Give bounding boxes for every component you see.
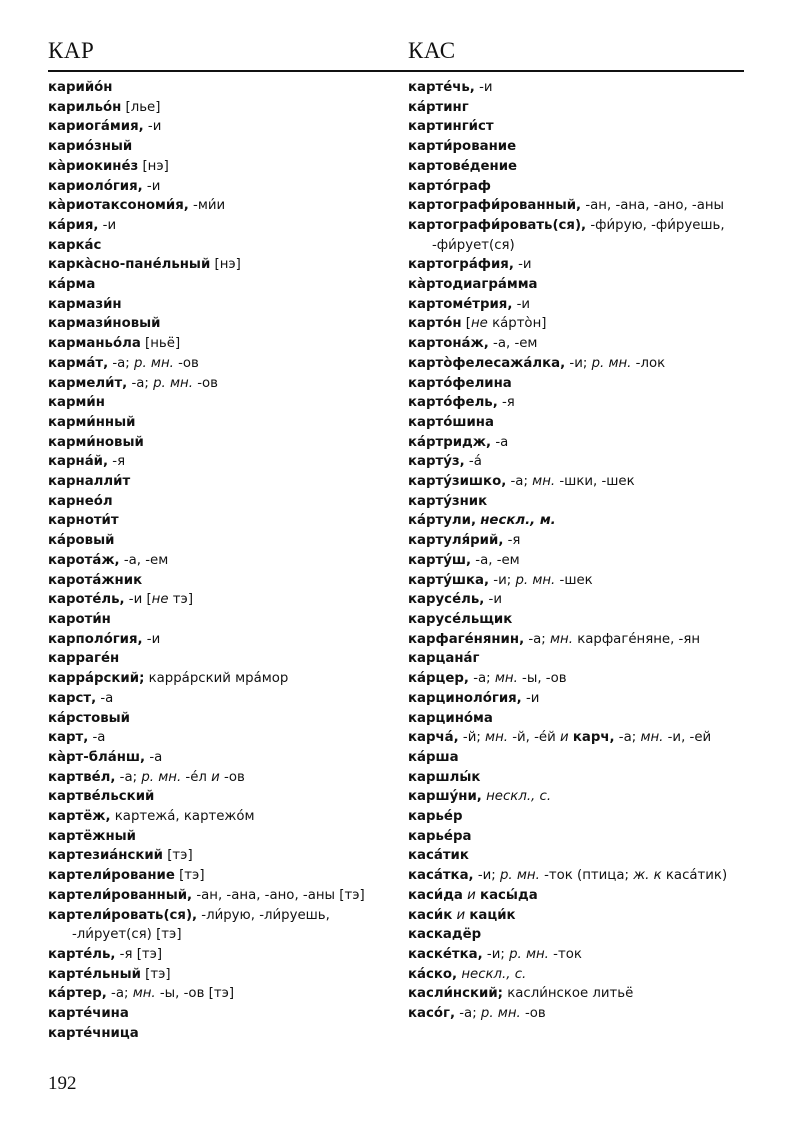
entry-text: ка́рто̀н] xyxy=(487,316,547,332)
entry-text: карра́рский мра́мор xyxy=(144,671,289,687)
dictionary-entry xyxy=(48,117,388,137)
entry-headword: ка́рия, xyxy=(48,217,99,233)
entry-label: и xyxy=(559,730,569,746)
dictionary-entry xyxy=(408,728,753,748)
dictionary-entry xyxy=(408,334,753,354)
entry-text: [нэ] xyxy=(210,257,241,273)
entry-headword: карту́зишко, xyxy=(408,474,507,490)
entry-headword: карна́й, xyxy=(48,454,109,470)
entry-headword: касли́нский; xyxy=(408,986,503,1002)
entry-label: р. мн. xyxy=(591,355,632,371)
dictionary-entry xyxy=(48,965,388,985)
entry-text: -а; xyxy=(127,375,154,391)
entry-headword: карра́рский; xyxy=(48,671,145,687)
dictionary-entry xyxy=(408,787,753,807)
running-header xyxy=(48,38,744,72)
dictionary-entry xyxy=(48,413,388,433)
entry-headword: касы́да xyxy=(480,887,538,903)
entry-text: [тэ] xyxy=(140,966,171,982)
dictionary-entry xyxy=(48,492,388,512)
dictionary-entry xyxy=(408,452,753,472)
entry-headword: ка̀рт-бла́нш, xyxy=(48,749,146,765)
entry-text: -ов xyxy=(520,1006,546,1022)
dictionary-entry xyxy=(408,748,753,768)
entry-headword: карте́чница xyxy=(48,1025,139,1041)
entry-headword: карт, xyxy=(48,730,89,746)
entry-headword: касо́г, xyxy=(408,1006,456,1022)
dictionary-entry xyxy=(408,965,753,985)
entry-headword: картинги́ст xyxy=(408,119,494,135)
entry-headword: картона́ж, xyxy=(408,336,489,352)
entry-label: р. мн. xyxy=(153,375,193,391)
entry-text: -и; xyxy=(489,572,516,588)
dictionary-entry xyxy=(408,374,753,394)
dictionary-entry xyxy=(48,551,388,571)
entry-text: -ы, -ов xyxy=(517,671,567,687)
entry-headword: кармази́н xyxy=(48,296,122,312)
left-column xyxy=(48,78,388,1043)
entry-headword: картели́рование xyxy=(48,868,175,884)
dictionary-entry xyxy=(48,295,388,315)
entry-label: р. мн. xyxy=(499,868,540,884)
entry-text: -а xyxy=(491,434,509,450)
entry-text: -ов xyxy=(192,375,218,391)
entry-headword: карцино́ма xyxy=(408,710,493,726)
entry-headword: карто́фель, xyxy=(408,395,498,411)
entry-text: -я xyxy=(108,454,126,470)
entry-text: -ы, -ов [тэ] xyxy=(155,986,235,1002)
dictionary-entry xyxy=(48,590,388,610)
entry-label: мн. xyxy=(132,986,156,1002)
entry-text: -а, -ем xyxy=(488,336,538,352)
entry-text: -и; xyxy=(482,946,510,962)
entry-text: -ан, -ана, -ано, -аны [тэ] xyxy=(192,887,365,903)
dictionary-entry xyxy=(48,137,388,157)
entry-text: -ли́рую, -ли́руешь, -ли́рует(ся) [тэ] xyxy=(72,907,330,943)
entry-text: [ xyxy=(461,316,471,332)
dictionary-entry xyxy=(408,1004,753,1024)
dictionary-entry xyxy=(48,709,388,729)
dictionary-entry xyxy=(408,925,753,945)
entry-headword: карраге́н xyxy=(48,651,120,667)
entry-headword: карота́ж, xyxy=(48,552,120,568)
entry-headword: картёж, xyxy=(48,809,111,825)
entry-text: -ов xyxy=(173,355,199,371)
entry-label: р. мн. xyxy=(515,572,556,588)
dictionary-entry xyxy=(48,748,388,768)
dictionary-entry xyxy=(48,1004,388,1024)
entry-headword: карто́фелина xyxy=(408,375,512,391)
entry-text: -и, -ей xyxy=(663,730,712,746)
dictionary-entry xyxy=(408,433,753,453)
entry-headword: ка́рцер, xyxy=(408,671,469,687)
entry-headword: карту́з, xyxy=(408,454,465,470)
entry-headword: каци́к xyxy=(469,907,516,923)
dictionary-entry xyxy=(48,531,388,551)
entry-headword: карфаге́нянин, xyxy=(408,631,525,647)
dictionary-entry xyxy=(48,571,388,591)
dictionary-entry xyxy=(48,255,388,275)
entry-text: -и xyxy=(143,119,162,135)
entry-headword: карча́, xyxy=(408,730,459,746)
entry-headword: карийо́н xyxy=(48,80,113,95)
entry-headword: каске́тка, xyxy=(408,946,483,962)
entry-headword: кариоло́гия, xyxy=(48,178,143,194)
entry-headword: карналли́т xyxy=(48,474,131,490)
dictionary-entry xyxy=(408,393,753,413)
entry-text: -а; xyxy=(455,1006,481,1022)
dictionary-entry xyxy=(408,492,753,512)
entry-headword: карти́рование xyxy=(408,139,517,155)
entry-headword: карту́ш, xyxy=(408,552,472,568)
entry-text: [ньё] xyxy=(140,336,181,352)
dictionary-entry xyxy=(408,413,753,433)
entry-text: -а xyxy=(96,690,114,706)
entry-headword: картографи́рованный, xyxy=(408,198,582,214)
dictionary-entry xyxy=(48,334,388,354)
entry-text: -а xyxy=(145,749,163,765)
entry-headword: карте́чь, xyxy=(408,80,475,95)
entry-text: -а, -ем xyxy=(471,552,520,568)
entry-text: [нэ] xyxy=(138,158,169,174)
entry-label: и xyxy=(211,769,220,785)
dictionary-entry xyxy=(408,98,753,118)
entry-headword: карма́т, xyxy=(48,355,109,371)
entry-headword: карка́с xyxy=(48,237,102,253)
entry-headword: карноти́т xyxy=(48,513,119,529)
entry-text: -ан, -ана, -ано, -аны xyxy=(581,198,725,214)
dictionary-entry xyxy=(48,78,388,98)
entry-text: -а, -ем xyxy=(119,552,169,568)
entry-text: -ток (птица; xyxy=(539,868,634,884)
entry-headword: каса́тик xyxy=(408,848,469,864)
entry-text: -я xyxy=(497,395,515,411)
entry-headword: картели́рованный, xyxy=(48,887,193,903)
dictionary-entry xyxy=(408,551,753,571)
entry-label: нескл., м. xyxy=(480,513,556,529)
dictionary-entry xyxy=(408,846,753,866)
dictionary-entry xyxy=(408,117,753,137)
dictionary-entry xyxy=(48,157,388,177)
entry-headword: кармели́т, xyxy=(48,375,128,391)
entry-text: -а; xyxy=(614,730,641,746)
entry-text: -а; xyxy=(115,769,142,785)
entry-headword: карнео́л xyxy=(48,493,113,509)
entry-headword: каскадёр xyxy=(408,927,482,943)
entry-headword: карота́жник xyxy=(48,572,143,588)
entry-label: р. мн. xyxy=(141,769,182,785)
entry-text: [лье] xyxy=(121,99,161,115)
entry-headword: карми́новый xyxy=(48,434,144,450)
entry-label: р. мн. xyxy=(480,1006,521,1022)
entry-headword: ка̀ртодиагра́мма xyxy=(408,277,538,293)
entry-text: -я [тэ] xyxy=(115,946,163,962)
dictionary-entry xyxy=(408,649,753,669)
entry-headword: картёжный xyxy=(48,828,137,844)
entry-headword: кароти́н xyxy=(48,611,111,627)
entry-headword: карст, xyxy=(48,690,97,706)
dictionary-entry xyxy=(48,886,388,906)
entry-text: -и xyxy=(512,296,531,312)
entry-label: ж. к xyxy=(633,868,662,884)
dictionary-entry xyxy=(48,452,388,472)
entry-label: не xyxy=(151,592,169,608)
entry-text: -шки, -шек xyxy=(555,474,635,490)
dictionary-entry xyxy=(408,216,753,255)
dictionary-entry xyxy=(48,1024,388,1044)
entry-label: мн. xyxy=(485,730,508,746)
entry-headword: каси́к xyxy=(408,907,453,923)
dictionary-entry xyxy=(408,827,753,847)
dictionary-entry xyxy=(408,807,753,827)
dictionary-entry xyxy=(408,669,753,689)
page-number: 192 xyxy=(48,1073,77,1094)
entry-headword: ка́ртер, xyxy=(48,986,107,1002)
dictionary-entry xyxy=(48,433,388,453)
dictionary-entry xyxy=(48,216,388,236)
dictionary-entry xyxy=(408,630,753,650)
entry-headword: карье́ра xyxy=(408,828,472,844)
entry-text: каса́тик) xyxy=(661,868,728,884)
entry-text: -а; xyxy=(524,631,551,647)
entry-headword: карманьо́ла xyxy=(48,336,141,352)
entry-headword: карту́зник xyxy=(408,493,488,509)
dictionary-entry xyxy=(48,689,388,709)
entry-headword: ка̀риотаксономи́я, xyxy=(48,198,189,214)
entry-text: тэ] xyxy=(168,592,194,608)
entry-headword: ка́рстовый xyxy=(48,710,130,726)
entry-text: -и xyxy=(474,80,493,95)
dictionary-entry xyxy=(48,374,388,394)
entry-text: -а; xyxy=(468,671,495,687)
entry-text: -а; xyxy=(106,986,133,1002)
dictionary-entry xyxy=(408,531,753,551)
right-column xyxy=(408,78,753,1024)
entry-headword: каси́да xyxy=(408,887,463,903)
entry-text: -фи́рую, -фи́руешь, -фи́рует(ся) xyxy=(432,217,725,253)
dictionary-entry xyxy=(48,393,388,413)
entry-text: -и; xyxy=(473,868,500,884)
dictionary-entry xyxy=(48,275,388,295)
entry-headword: карциноло́гия, xyxy=(408,690,522,706)
entry-headword: карусе́льщик xyxy=(408,611,513,627)
dictionary-entry xyxy=(48,945,388,965)
dictionary-entry xyxy=(408,472,753,492)
entry-headword: картезиа́нский xyxy=(48,848,163,864)
entry-headword: карми́н xyxy=(48,395,105,411)
entry-headword: ка́ртридж, xyxy=(408,434,492,450)
entry-text: карфаге́няне, -ян xyxy=(572,631,701,647)
entry-label: не xyxy=(470,316,488,332)
entry-text: картежа́, картежо́м xyxy=(110,809,255,825)
header-right-headword: КАС xyxy=(408,38,456,63)
dictionary-entry xyxy=(408,945,753,965)
entry-text: -и [ xyxy=(124,592,152,608)
dictionary-entry xyxy=(408,689,753,709)
entry-label: мн. xyxy=(494,671,518,687)
dictionary-entry xyxy=(408,157,753,177)
entry-headword: карио́зный xyxy=(48,139,133,155)
entry-headword: ка́ртули, xyxy=(408,513,476,529)
dictionary-entry xyxy=(408,196,753,216)
dictionary-entry xyxy=(48,649,388,669)
dictionary-entry xyxy=(48,984,388,1004)
entry-label: мн. xyxy=(532,474,556,490)
entry-headword: ка́ровый xyxy=(48,533,115,549)
dictionary-entry xyxy=(48,314,388,334)
entry-headword: карильо́н xyxy=(48,99,122,115)
entry-headword: картели́ровать(ся), xyxy=(48,907,198,923)
entry-text: -и xyxy=(521,690,540,706)
dictionary-entry xyxy=(48,827,388,847)
dictionary-entry xyxy=(408,255,753,275)
dictionary-entry xyxy=(48,236,388,256)
dictionary-entry xyxy=(48,728,388,748)
dictionary-entry xyxy=(48,630,388,650)
entry-headword: карто́шина xyxy=(408,414,494,430)
entry-headword: кариога́мия, xyxy=(48,119,144,135)
dictionary-entry xyxy=(48,98,388,118)
entry-text: -лок xyxy=(631,355,666,371)
entry-label: мн. xyxy=(550,631,573,647)
entry-text: -и xyxy=(142,631,161,647)
dictionary-entry xyxy=(48,354,388,374)
dictionary-entry xyxy=(408,354,753,374)
dictionary-entry xyxy=(408,571,753,591)
entry-text: -й, -е́й xyxy=(508,730,560,746)
entry-headword: карто́граф xyxy=(408,178,491,194)
dictionary-entry xyxy=(48,768,388,788)
entry-text: -шек xyxy=(555,572,593,588)
entry-headword: каршлы́к xyxy=(408,769,481,785)
entry-headword: карте́льный xyxy=(48,966,141,982)
entry-headword: картве́л, xyxy=(48,769,116,785)
entry-text: [тэ] xyxy=(174,868,205,884)
entry-text: -а; xyxy=(108,355,135,371)
entry-headword: ка́рша xyxy=(408,749,459,765)
entry-headword: карте́чина xyxy=(48,1006,129,1022)
entry-headword: карми́нный xyxy=(48,414,136,430)
entry-label: р. мн. xyxy=(134,355,174,371)
entry-label: и xyxy=(467,887,476,903)
entry-headword: кароте́ль, xyxy=(48,592,125,608)
dictionary-entry xyxy=(408,78,753,98)
dictionary-entry xyxy=(408,295,753,315)
header-left-headword: КАР xyxy=(48,38,95,63)
entry-headword: ка́рма xyxy=(48,277,96,293)
entry-headword: карцана́г xyxy=(408,651,480,667)
dictionary-entry xyxy=(408,275,753,295)
entry-headword: картографи́ровать(ся), xyxy=(408,217,587,233)
dictionary-entry xyxy=(48,906,388,945)
dictionary-entry xyxy=(408,768,753,788)
entry-headword: картоме́трия, xyxy=(408,296,513,312)
entry-text: -ток xyxy=(548,946,582,962)
entry-text: -а́ xyxy=(464,454,482,470)
dictionary-entry xyxy=(408,984,753,1004)
entry-headword: карто́н xyxy=(408,316,462,332)
dictionary-entry xyxy=(408,610,753,630)
dictionary-entry xyxy=(48,866,388,886)
dictionary-entry xyxy=(408,314,753,334)
dictionary-entry xyxy=(408,906,753,926)
entry-headword: каса́тка, xyxy=(408,868,474,884)
entry-text: касли́нское литьё xyxy=(502,986,634,1002)
entry-text: -а xyxy=(88,730,106,746)
entry-text: -и; xyxy=(565,355,592,371)
entry-headword: каршу́ни, xyxy=(408,789,482,805)
entry-label: нескл., с. xyxy=(486,789,552,805)
entry-headword: карч, xyxy=(572,730,615,746)
dictionary-entry xyxy=(408,177,753,197)
entry-headword: карполо́гия, xyxy=(48,631,143,647)
dictionary-entry xyxy=(48,610,388,630)
entry-headword: карусе́ль, xyxy=(408,592,485,608)
dictionary-entry xyxy=(408,590,753,610)
entry-headword: картогра́фия, xyxy=(408,257,514,273)
entry-text: -я xyxy=(503,533,521,549)
dictionary-entry xyxy=(48,846,388,866)
entry-text: -а; xyxy=(506,474,533,490)
dictionary-entry xyxy=(408,886,753,906)
entry-label: р. мн. xyxy=(509,946,549,962)
dictionary-entry xyxy=(48,787,388,807)
entry-label: и xyxy=(456,907,466,923)
entry-text: -ов xyxy=(219,769,245,785)
entry-headword: ка́ртинг xyxy=(408,99,469,115)
dictionary-entry xyxy=(48,807,388,827)
dictionary-entry xyxy=(408,137,753,157)
entry-headword: картуля́рий, xyxy=(408,533,504,549)
dictionary-entry xyxy=(48,511,388,531)
entry-headword: картве́льский xyxy=(48,789,155,805)
entry-headword: кармази́новый xyxy=(48,316,161,332)
entry-label: нескл., с. xyxy=(461,966,527,982)
entry-headword: ка̀риокине́з xyxy=(48,158,139,174)
dictionary-entry xyxy=(408,511,753,531)
dictionary-entry xyxy=(48,669,388,689)
entry-text: -й; xyxy=(458,730,486,746)
entry-label: мн. xyxy=(640,730,664,746)
entry-headword: карто̀фелесажа́лка, xyxy=(408,355,566,371)
entry-text: -и xyxy=(98,217,117,233)
dictionary-entry xyxy=(408,709,753,729)
entry-headword: карте́ль, xyxy=(48,946,116,962)
entry-headword: карье́р xyxy=(408,809,463,825)
entry-headword: ка́ско, xyxy=(408,966,458,982)
entry-text: -е́л xyxy=(181,769,212,785)
entry-headword: карка̀сно-пане́льный xyxy=(48,257,211,273)
entry-headword: картове́дение xyxy=(408,158,518,174)
entry-text: -и xyxy=(142,178,161,194)
entry-text: [тэ] xyxy=(162,848,193,864)
dictionary-entry xyxy=(408,866,753,886)
entry-headword: карту́шка, xyxy=(408,572,490,588)
dictionary-entry xyxy=(48,472,388,492)
entry-text: -и xyxy=(484,592,502,608)
entry-text: -и xyxy=(513,257,532,273)
entry-text: -ми́и xyxy=(188,198,226,214)
dictionary-entry xyxy=(48,196,388,216)
dictionary-entry xyxy=(48,177,388,197)
